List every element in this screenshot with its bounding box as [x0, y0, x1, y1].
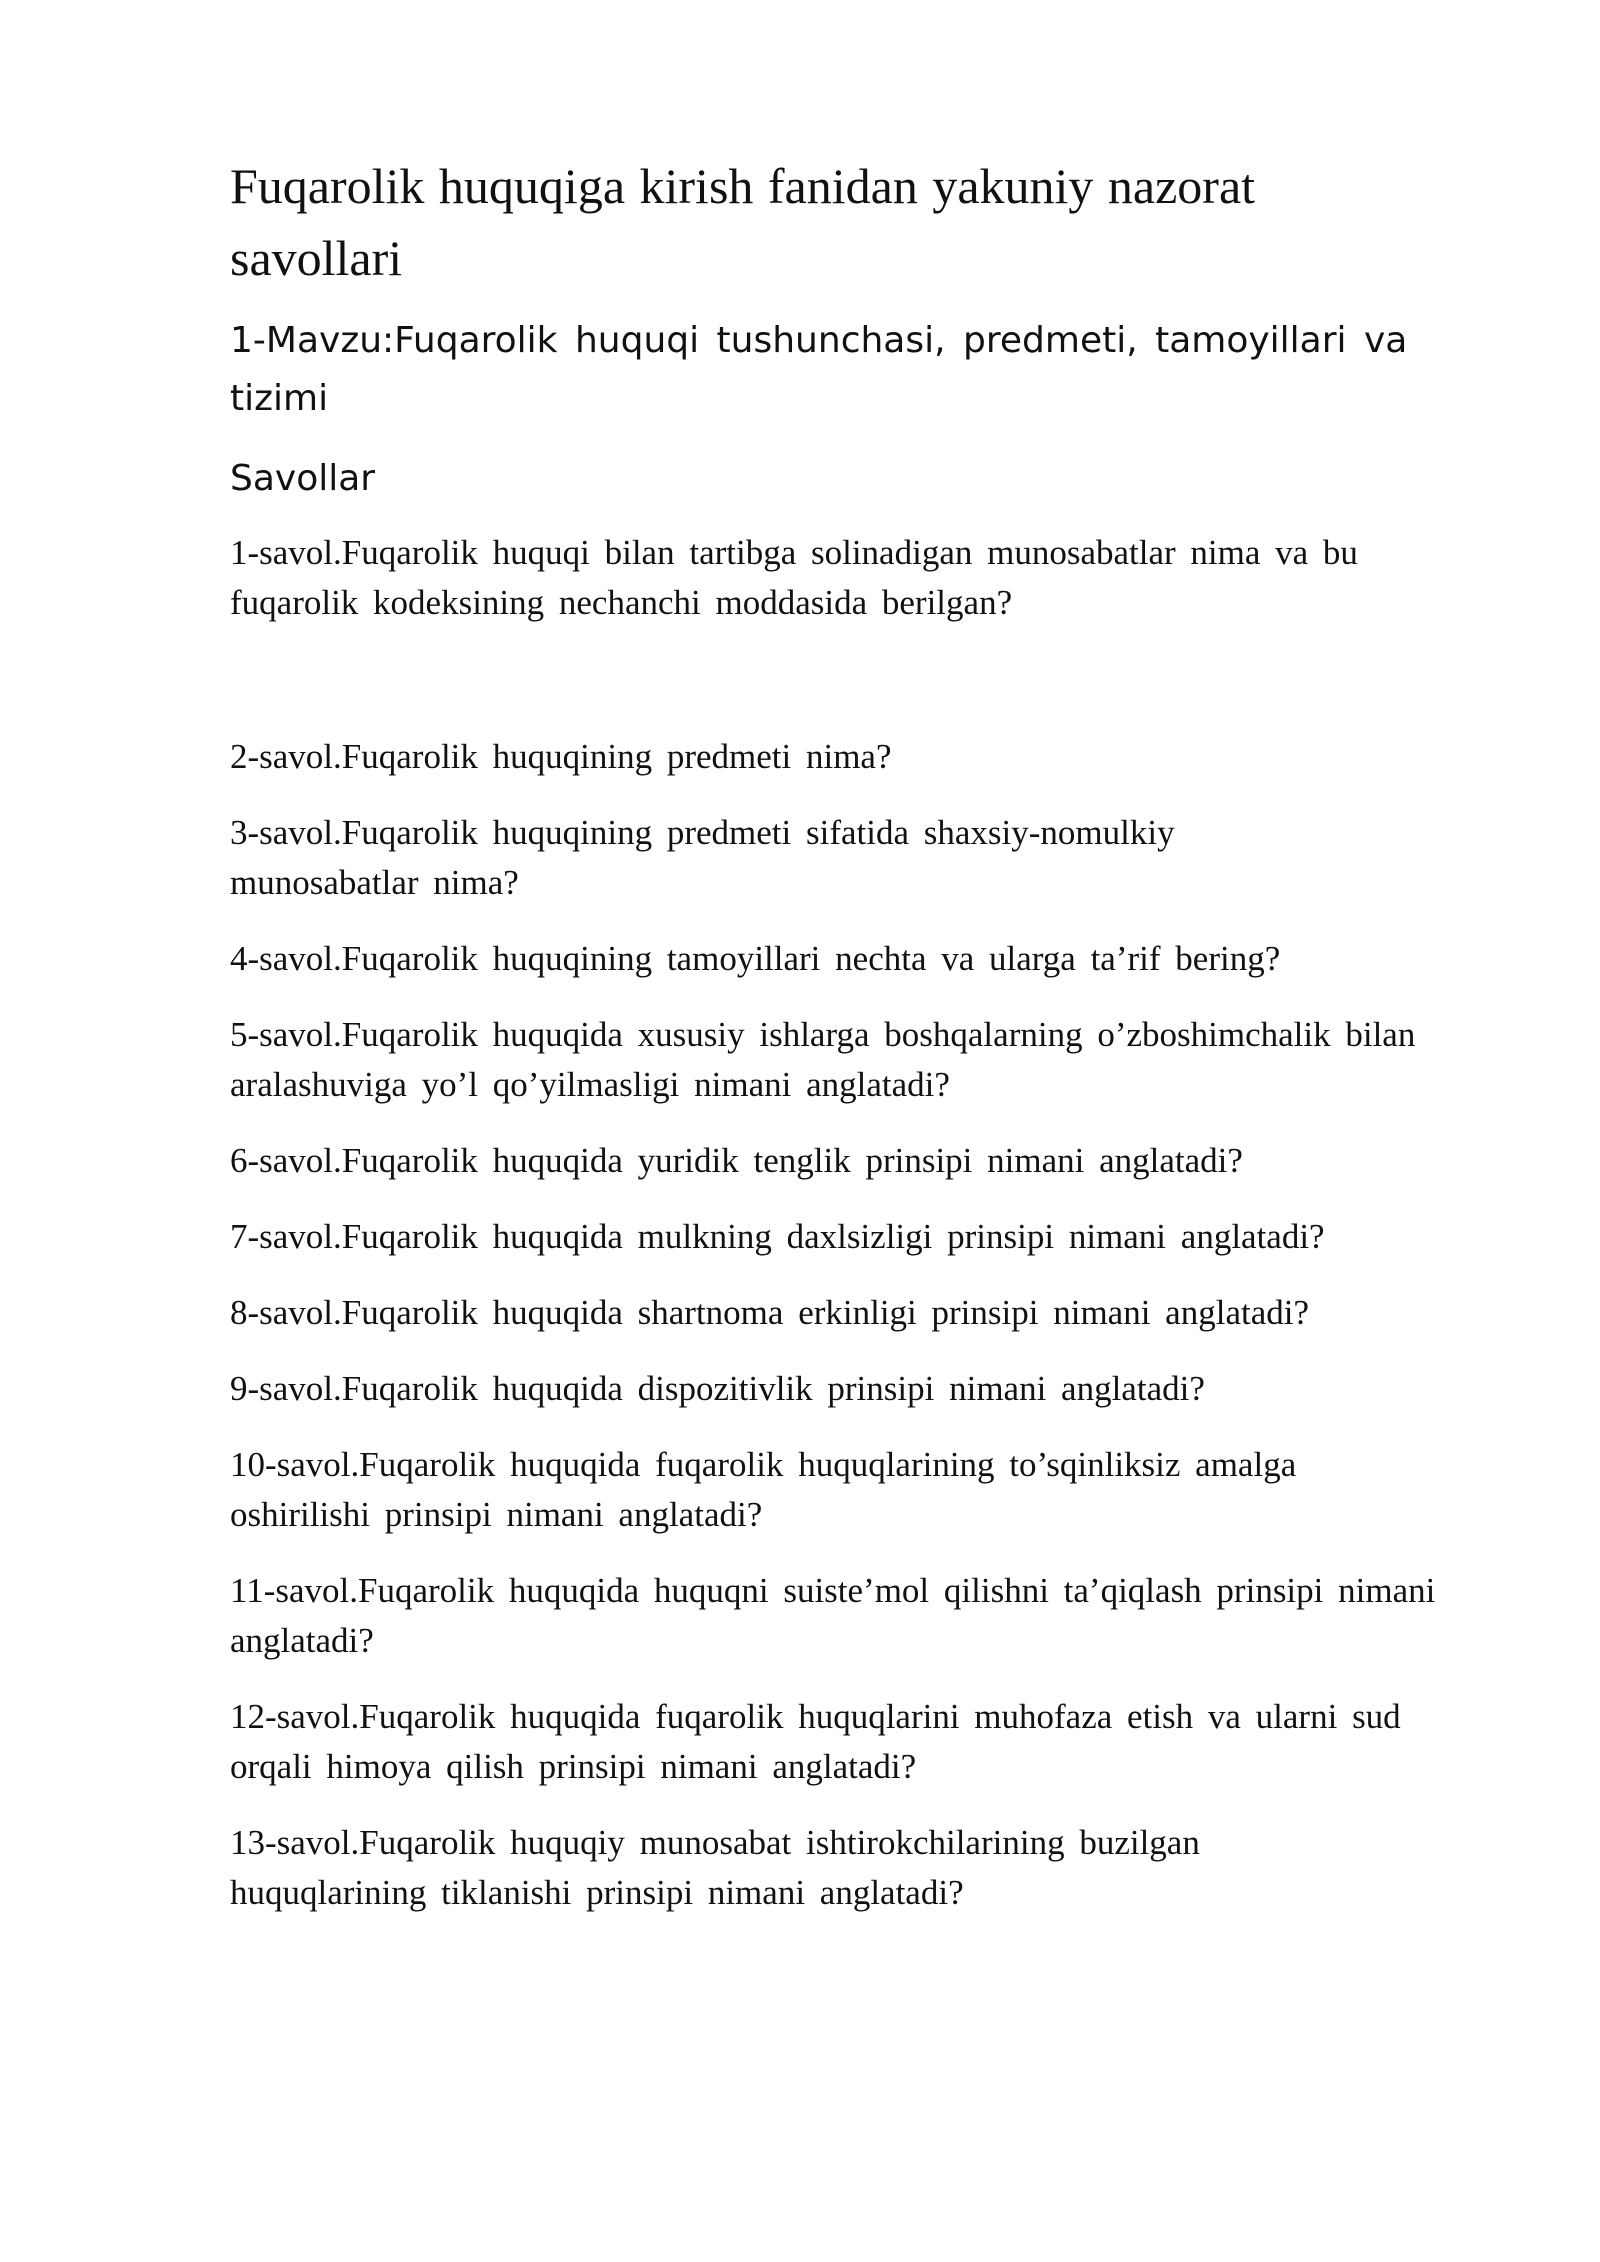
question-item: 5-savol.Fuqarolik huquqida xususiy ishlarga boshqalarning o’zboshimchalik bilan aralashuviga yo’l qo’yilmasligi nimani anglatadi? [230, 1015, 1416, 1104]
question-item: 11-savol.Fuqarolik huquqida huquqni suiste’mol qilishni ta’qiqlash prinsipi nimani anglatadi? [230, 1571, 1436, 1660]
question-item: 7-savol.Fuqarolik huquqida mulkning daxlsizligi prinsipi nimani anglatadi? [230, 1217, 1325, 1256]
document-page [230, 150, 1470, 1918]
question-item: 10-savol.Fuqarolik huquqida fuqarolik huquqlarining to’sqinliksiz amalga oshirilishi prinsipi nimani anglatadi? [230, 1445, 1297, 1534]
question-item: 13-savol.Fuqarolik huquqiy munosabat ishtirokchilarining buzilgan huquqlarining tiklanishi prinsipi nimani anglatadi? [230, 1823, 1200, 1912]
question-list [230, 528, 1470, 1918]
question-item: 12-savol.Fuqarolik huquqida fuqarolik huquqlarini muhofaza etish va ularni sud orqali himoya qilish prinsipi nimani anglatadi? [230, 1697, 1401, 1786]
question-item: 8-savol.Fuqarolik huquqida shartnoma erkinligi prinsipi nimani anglatadi? [230, 1293, 1309, 1332]
question-item: 9-savol.Fuqarolik huquqida dispozitivlik prinsipi nimani anglatadi? [230, 1369, 1205, 1408]
question-item: 1-savol.Fuqarolik huquqi bilan tartibga solinadigan munosabatlar nima va bu fuqarolik kodeksining nechanchi moddasida berilgan? [230, 533, 1358, 622]
section-label: Savollar [230, 458, 376, 499]
question-item: 6-savol.Fuqarolik huquqida yuridik tenglik prinsipi nimani anglatadi? [230, 1141, 1243, 1180]
topic-heading: 1-Mavzu:Fuqarolik huquqi tushunchasi, predmeti, tamoyillari va tizimi [230, 320, 1408, 419]
question-item: 4-savol.Fuqarolik huquqining tamoyillari nechta va ularga ta’rif bering? [230, 939, 1281, 978]
question-item: 3-savol.Fuqarolik huquqining predmeti sifatida shaxsiy-nomulkiy munosabatlar nima? [230, 813, 1175, 902]
document-title: Fuqarolik huquqiga kirish fanidan yakuniy nazorat savollari [230, 158, 1256, 286]
question-item: 2-savol.Fuqarolik huquqining predmeti nima? [230, 737, 892, 776]
